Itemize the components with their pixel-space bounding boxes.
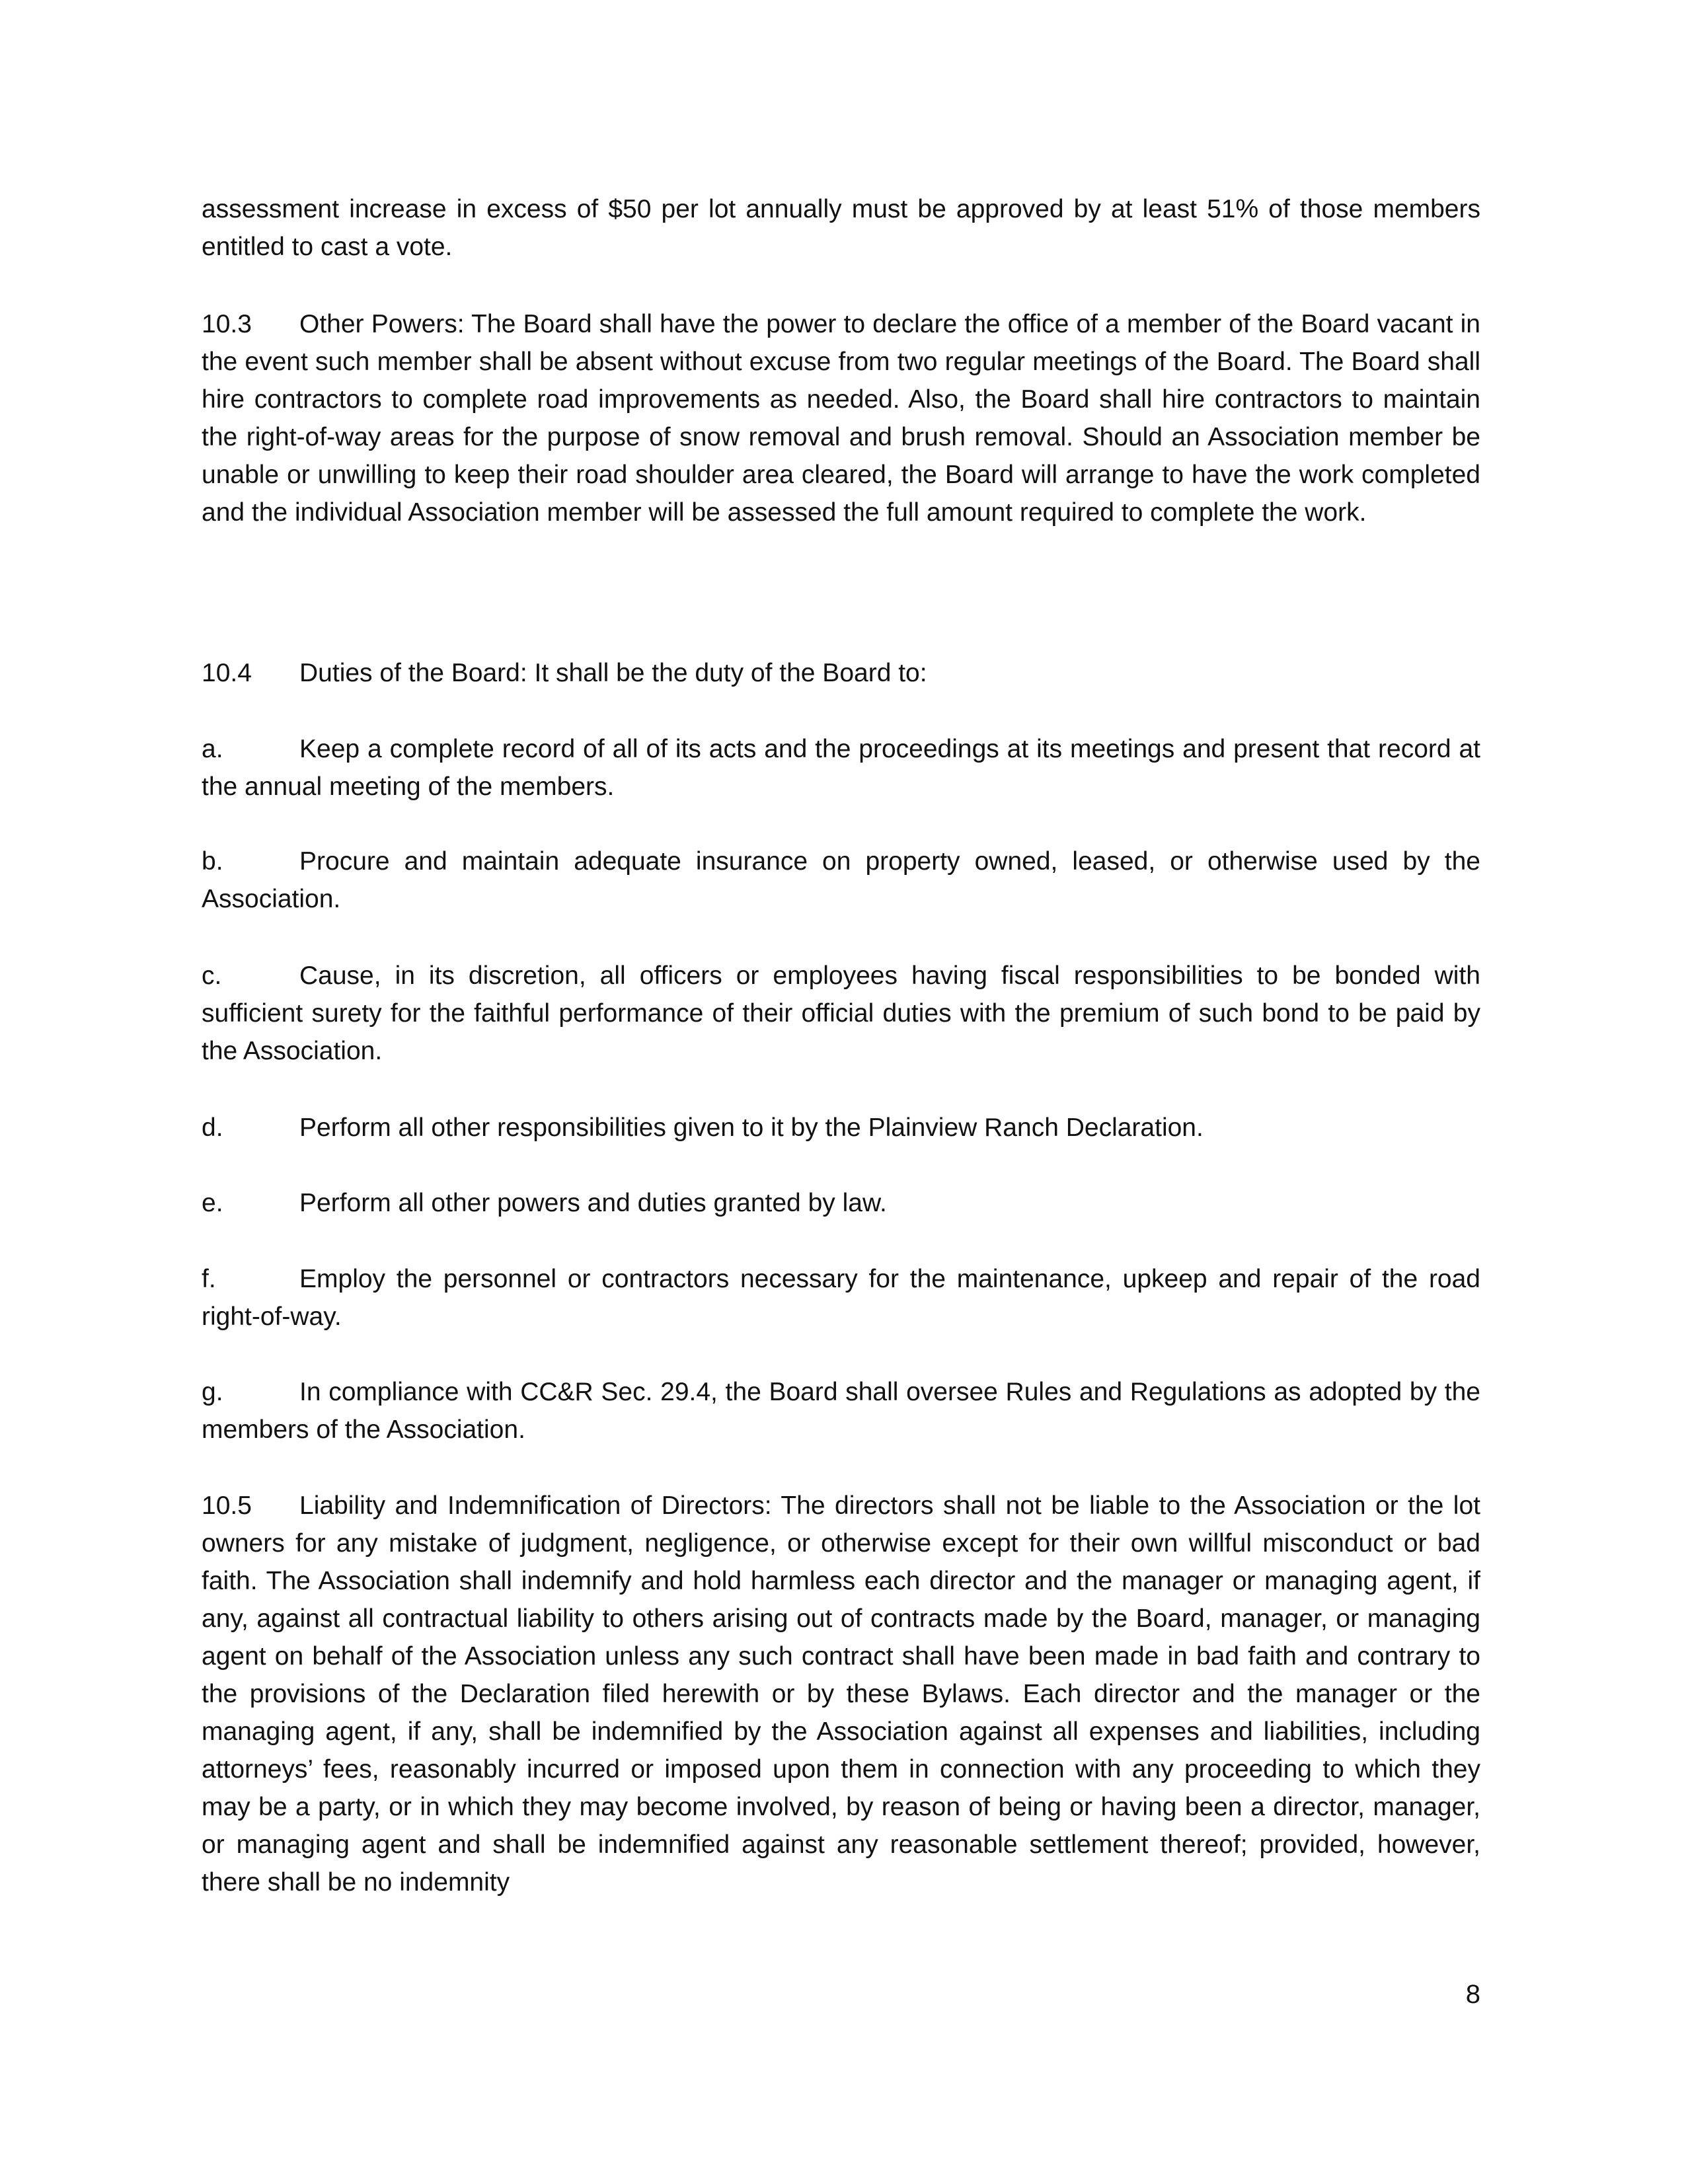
item-label: a. bbox=[202, 735, 223, 763]
item-label: g. bbox=[202, 1378, 223, 1406]
duty-item-b bbox=[202, 843, 1480, 918]
item-label: c. bbox=[202, 961, 222, 990]
item-text: Procure and maintain adequate insurance on property owned, leased, or otherwise used by the Association. bbox=[202, 847, 1480, 913]
item-text: Employ the personnel or contractors necessary for the maintenance, upkeep and repair of the road right-of-way. bbox=[202, 1265, 1480, 1331]
section-number: 10.4 bbox=[202, 659, 252, 687]
duty-item-c bbox=[202, 957, 1480, 1070]
item-text: Perform all other powers and duties granted by law. bbox=[299, 1189, 887, 1217]
duty-item-a bbox=[202, 730, 1480, 806]
item-text: In compliance with CC&R Sec. 29.4, the Board shall oversee Rules and Regulations as adopted by the members of the Association. bbox=[202, 1378, 1480, 1444]
page-number: 8 bbox=[1465, 1980, 1480, 2009]
duty-item-d bbox=[202, 1109, 1480, 1147]
section-number: 10.5 bbox=[202, 1491, 252, 1520]
section-number: 10.3 bbox=[202, 310, 252, 338]
item-label: f. bbox=[202, 1265, 216, 1293]
duty-item-e bbox=[202, 1184, 1480, 1222]
duty-item-g bbox=[202, 1373, 1480, 1449]
item-text: Cause, in its discretion, all officers or employees having fiscal responsibilities to be bonded with sufficient surety for the faithful performance of their official duties with the premium of such bond to be paid by the Association. bbox=[202, 961, 1480, 1065]
section-10-4-heading bbox=[202, 654, 1480, 692]
section-text: Liability and Indemnification of Directors: The directors shall not be liable to the Association or the lot owners for any mistake of judgment, negligence, or otherwise except for their own willful misconduct or bad faith. The Association shall indemnify and hold harmless each director and the manager or managing agent, if any, against all contractual liability to others arising out of contracts made by the Board, manager, or managing agent on behalf of the Association unless any such contract shall have been made in bad faith and contrary to the provisions of the Declaration filed herewith or by these Bylaws. Each director and the manager or the managing agent, if any, shall be indemnified by the Association against all expenses and liabilities, including attorneys’ fees, reasonably incurred or imposed upon them in connection with any proceeding to which they may be a party, or in which they may become involved, by reason of being or having been a director, manager, or managing agent and shall be indemnified against any reasonable settlement thereof; provided, however, there shall be no indemnity bbox=[202, 1491, 1480, 1897]
duty-item-f bbox=[202, 1260, 1480, 1336]
section-text: Duties of the Board: It shall be the duty of the Board to: bbox=[299, 659, 927, 687]
section-10-5-paragraph bbox=[202, 1487, 1480, 1901]
item-label: b. bbox=[202, 847, 223, 876]
item-text: Keep a complete record of all of its acts and the proceedings at its meetings and present that record at the annual meeting of the members. bbox=[202, 735, 1480, 801]
item-label: d. bbox=[202, 1113, 223, 1142]
section-text: Other Powers: The Board shall have the power to declare the office of a member of the Board vacant in the event such member shall be absent without excuse from two regular meetings of the Board. The Board shall hire contractors to complete road improvements as needed. Also, the Board shall hire contractors to maintain the right-of-way areas for the purpose of snow removal and brush removal. Should an Association member be unable or unwilling to keep their road shoulder area cleared, the Board will arrange to have the work completed and the individual Association member will be assessed the full amount required to complete the work. bbox=[202, 310, 1480, 527]
item-label: e. bbox=[202, 1189, 223, 1217]
item-text: Perform all other responsibilities given to it by the Plainview Ranch Declaration. bbox=[299, 1113, 1204, 1142]
continuation-paragraph: assessment increase in excess of $50 per lot annually must be approved by at least 51% of those members entitled to cast a vote. bbox=[202, 195, 1480, 261]
section-10-3-paragraph bbox=[202, 305, 1480, 531]
